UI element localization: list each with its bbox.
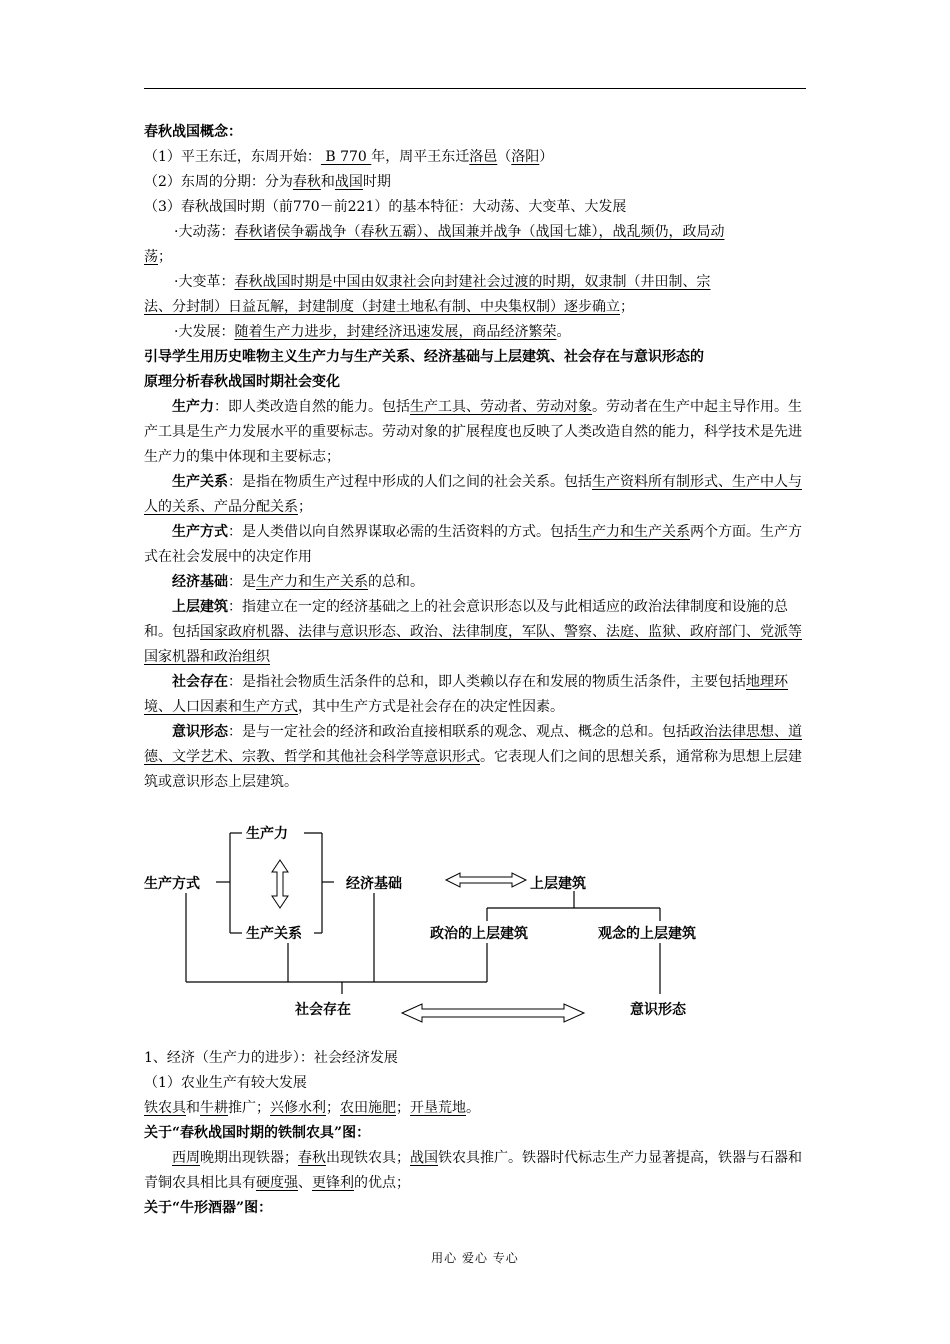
section-heading: 春秋战国概念： (144, 124, 242, 140)
node-guannian: 观念的上层建筑 (598, 926, 696, 942)
economy-section (144, 1046, 808, 1221)
question-tienongju: 关于“春秋战国时期的铁制农具”图： (144, 1125, 371, 1141)
node-shehuicunzai: 社会存在 (295, 1002, 351, 1018)
question-niuxingjiuqi: 关于“牛形酒器”图： (144, 1200, 273, 1216)
line-fenqi: （2）东周的分期：分为春秋和战国时期 (144, 174, 391, 190)
agri-items: 铁农具和牛耕推广；兴修水利；农田施肥；开垦荒地。 (144, 1100, 480, 1116)
para-tienongju: 西周晚期出现铁器；春秋出现铁农具；战国铁农具推广。铁器时代标志生产力显著提高，铁器与石器和青铜农具相比具有硬度强、更锋利的优点； (144, 1150, 802, 1191)
top-double-arrow (446, 873, 526, 887)
line-dafazhan: ·大发展：随着生产力进步，封建经济迅速发展，商品经济繁荣。 (174, 324, 571, 340)
bottom-double-arrow (402, 1004, 584, 1022)
concept-diagram (144, 818, 784, 1028)
def-shehuicunzai: 社会存在：是指社会物质生活条件的总和，即人类赖以存在和发展的物质生活条件，主要包括地理环境、人口因素和生产方式，其中生产方式是社会存在的决定性因素。 (144, 674, 788, 715)
vertical-double-arrow (272, 860, 288, 908)
node-shengchanli: 生产力 (246, 826, 288, 842)
line-pingwang: （1）平王东迁，东周开始： B 770 年，周平王东迁洛邑（洛阳） (144, 149, 554, 165)
def-shengchanguanxi: 生产关系：是指在物质生产过程中形成的人们之间的社会关系。包括生产资料所有制形式、生产中人与人的关系、产品分配关系； (144, 474, 802, 515)
line-dadongdang: ·大动荡：春秋诸侯争霸战争（春秋五霸）、战国兼并战争（战国七雄），战乱频仍，政局动 荡； (144, 224, 725, 265)
node-zhengzhi: 政治的上层建筑 (430, 926, 528, 942)
node-shangcengjianzhu: 上层建筑 (530, 876, 586, 892)
node-shengchanguanxi: 生产关系 (246, 926, 302, 942)
page-footer: 用心 爱心 专心 (431, 1251, 519, 1265)
header-rule (144, 88, 806, 89)
node-shengchanfangshi: 生产方式 (144, 876, 200, 892)
def-yishixingtai: 意识形态：是与一定社会的经济和政治直接相联系的观念、观点、概念的总和。包括政治法律思想、道德、文学艺术、宗教、哲学和其他社会科学等意识形式。它表现人们之间的思想关系，通常称为思想上层建筑或意识形态上层建筑。 (144, 724, 802, 790)
def-jingjijichu: 经济基础：是生产力和生产关系的总和。 (172, 574, 424, 590)
def-shangcengjianzhu: 上层建筑：指建立在一定的经济基础之上的社会意识形态以及与此相适应的政治法律制度和设施的总和。包括国家政府机器、法律与意识形态、政治、法律制度，军队、警察、法庭、监狱、政府部门、党派等国家机器和政治组织 (144, 599, 802, 665)
guide-text: 引导学生用历史唯物主义生产力与生产关系、经济基础与上层建筑、社会存在与意识形态的 原理分析春秋战国时期社会变化 (144, 349, 704, 390)
def-shengchanfangshi: 生产方式：是人类借以向自然界谋取必需的生活资料的方式。包括生产力和生产关系两个方面。生产方式在社会发展中的决定作用 (144, 524, 802, 565)
def-shengchanli: 生产力：即人类改造自然的能力。包括生产工具、劳动者、劳动对象。劳动者在生产中起主导作用。生产工具是生产力发展水平的重要标志。劳动对象的扩展程度也反映了人类改造自然的能力，科学技术是先进生产力的集中体现和主要标志； (144, 399, 802, 465)
line-tezheng: （3）春秋战国时期（前770－前221）的基本特征：大动荡、大变革、大发展 (144, 199, 627, 215)
node-yishixingtai: 意识形态 (630, 1002, 686, 1018)
line-dabiange: ·大变革：春秋战国时期是中国由奴隶社会向封建社会过渡的时期，奴隶制（井田制、宗 法、分封制）日益瓦解，封建制度（封建土地私有制、中央集权制）逐步确立； (144, 274, 711, 315)
economy-title: 1、经济（生产力的进步）：社会经济发展 (144, 1050, 398, 1066)
agri-subtitle: （1）农业生产有较大发展 (144, 1075, 307, 1091)
node-jingjijichu: 经济基础 (346, 876, 402, 892)
main-text (144, 120, 808, 795)
diagram-svg (144, 818, 784, 1028)
